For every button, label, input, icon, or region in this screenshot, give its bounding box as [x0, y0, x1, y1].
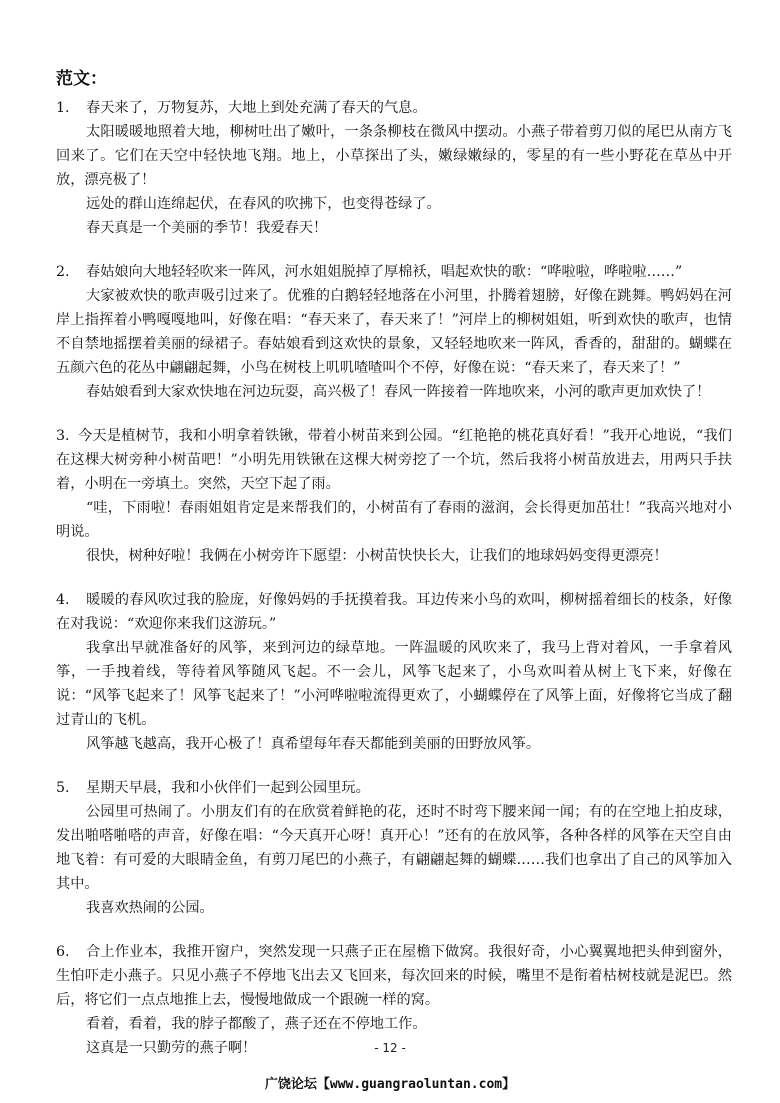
essay-paragraph: 看着，看着，我的脖子都酸了，燕子还在不停地工作。 — [86, 1016, 427, 1032]
essay-paragraph: 太阳暖暖地照着大地，柳树吐出了嫩叶，一条条柳枝在微风中摆动。小燕子带着剪刀似的尾巴从南方飞回来了。它们在天空中轻快地飞翔。地上，小草探出了头，嫩绿嫩绿的，零星的有一些小野花在草丛中开放，漂亮极了！ — [56, 124, 732, 188]
essay-paragraph: 我喜欢热闹的公园。 — [86, 900, 214, 916]
essay-paragraph: 很快，树种好啦！我俩在小树旁许下愿望：小树苗快快长大，让我们的地球妈妈变得更漂亮！ — [86, 548, 668, 564]
footer-site-name: 广饶论坛 — [264, 1077, 317, 1092]
footer-site-url[interactable]: 【www.guangraoluntan.com】 — [316, 1077, 516, 1092]
essay-paragraph: “哇，下雨啦！春雨姐姐肯定是来帮我们的，小树苗有了春雨的滋润，会长得更加茁壮！”我高兴地对小明说。 — [56, 500, 732, 540]
essay-paragraph: 公园里可热闹了。小朋友们有的在欣赏着鲜艳的花，还时不时弯下腰来闻一闻；有的在空地上拍皮球，发出啪嗒啪嗒的声音，好像在唱：“今天真开心呀！真开心！”还有的在放风筝，各种各样的风筝在天空自由地飞着：有可爱的大眼睛金鱼，有剪刀尾巴的小燕子，有翩翩起舞的蝴蝶……我们也拿出了自己的风筝加入其中。 — [56, 804, 732, 892]
essay-paragraph: 春天真是一个美丽的季节！我爱春天！ — [86, 220, 328, 236]
essay-3 — [56, 424, 732, 568]
footer — [0, 1073, 780, 1092]
essay-paragraph: 3. 今天是植树节，我和小明拿着铁锹，带着小树苗来到公园。“红艳艳的桃花真好看！”我开心地说，“我们在这棵大树旁种小树苗吧！”小明先用铁锹在这棵大树旁挖了一个坑，然后我将小树苗放进去，用两只手扶着，小明在一旁填土。突然，天空下起了雨。 — [56, 424, 732, 496]
essay-number: 1. — [56, 100, 70, 116]
essay-number: 2. — [56, 264, 70, 280]
page-number: - 12 - — [374, 1041, 406, 1055]
essay-number: 5. — [56, 780, 70, 796]
essay-paragraph: 4. 暖暖的春风吹过我的脸庞，好像妈妈的手抚摸着我。耳边传来小鸟的欢叫，柳树摇着细长的枝条，好像在对我说：“欢迎你来我们这游玩。” — [56, 588, 732, 636]
essay-5 — [56, 776, 732, 920]
essay-paragraph: 5. 星期天早晨，我和小伙伴们一起到公园里玩。 — [56, 776, 732, 800]
document-body — [56, 66, 732, 1080]
essay-paragraph: 我拿出早就准备好的风筝，来到河边的绿草地。一阵温暖的风吹来了，我马上背对着风，一手拿着风筝，一手拽着线，等待着风筝随风飞起。不一会儿，风筝飞起来了，小鸟欢叫着从树上飞下来，好像在说：“风筝飞起来了！风筝飞起来了！”小河哗啦啦流得更欢了，小蝴蝶停在了风筝上面，好像将它当成了翻过青山的飞机。 — [56, 640, 732, 728]
essay-paragraph: 大家被欢快的歌声吸引过来了。优雅的白鹅轻轻地落在小河里，扑腾着翅膀，好像在跳舞。鸭妈妈在河岸上指挥着小鸭嘎嘎地叫，好像在唱：“春天来了，春天来了！”河岸上的柳树姐姐，听到欢快的歌声，也情不自禁地摇摆着美丽的绿裙子。春姑娘看到这欢快的景象，又轻轻地吹来一阵风，香香的，甜甜的。蝴蝶在五颜六色的花丛中翩翩起舞，小鸟在树枝上叽叽喳喳叫个不停，好像在说：“春天来了，春天来了！” — [56, 288, 732, 376]
essay-paragraph: 1. 春天来了，万物复苏，大地上到处充满了春天的气息。 — [56, 96, 732, 120]
essay-4 — [56, 588, 732, 756]
essay-paragraph: 6. 合上作业本，我推开窗户，突然发现一只燕子正在屋檐下做窝。我很好奇，小心翼翼地把头伸到窗外，生怕吓走小燕子。只见小燕子不停地飞出去又飞回来，每次回来的时候，嘴里不是衔着枯树枝就是泥巴。然后，将它们一点点地推上去，慢慢地做成一个跟碗一样的窝。 — [56, 940, 732, 1012]
essay-paragraph: 远处的群山连绵起伏，在春风的吹拂下，也变得苍绿了。 — [86, 196, 441, 212]
essay-paragraph: 这真是一只勤劳的燕子啊！ — [86, 1040, 257, 1056]
essay-paragraph: 春姑娘看到大家欢快地在河边玩耍，高兴极了！春风一阵接着一阵地吹来，小河的歌声更加欢快了！ — [86, 384, 711, 400]
essay-number: 3. — [56, 428, 70, 444]
essay-paragraph: 2. 春姑娘向大地轻轻吹来一阵风，河水姐姐脱掉了厚棉袄，唱起欢快的歌：“哗啦啦，哗啦啦……” — [56, 260, 732, 284]
essay-2 — [56, 260, 732, 404]
section-heading: 范文： — [56, 69, 107, 89]
essay-paragraph: 风筝越飞越高，我开心极了！真希望每年春天都能到美丽的田野放风筝。 — [86, 736, 541, 752]
essay-1 — [56, 96, 732, 240]
essay-number: 6. — [56, 944, 70, 960]
essay-number: 4. — [56, 592, 70, 608]
